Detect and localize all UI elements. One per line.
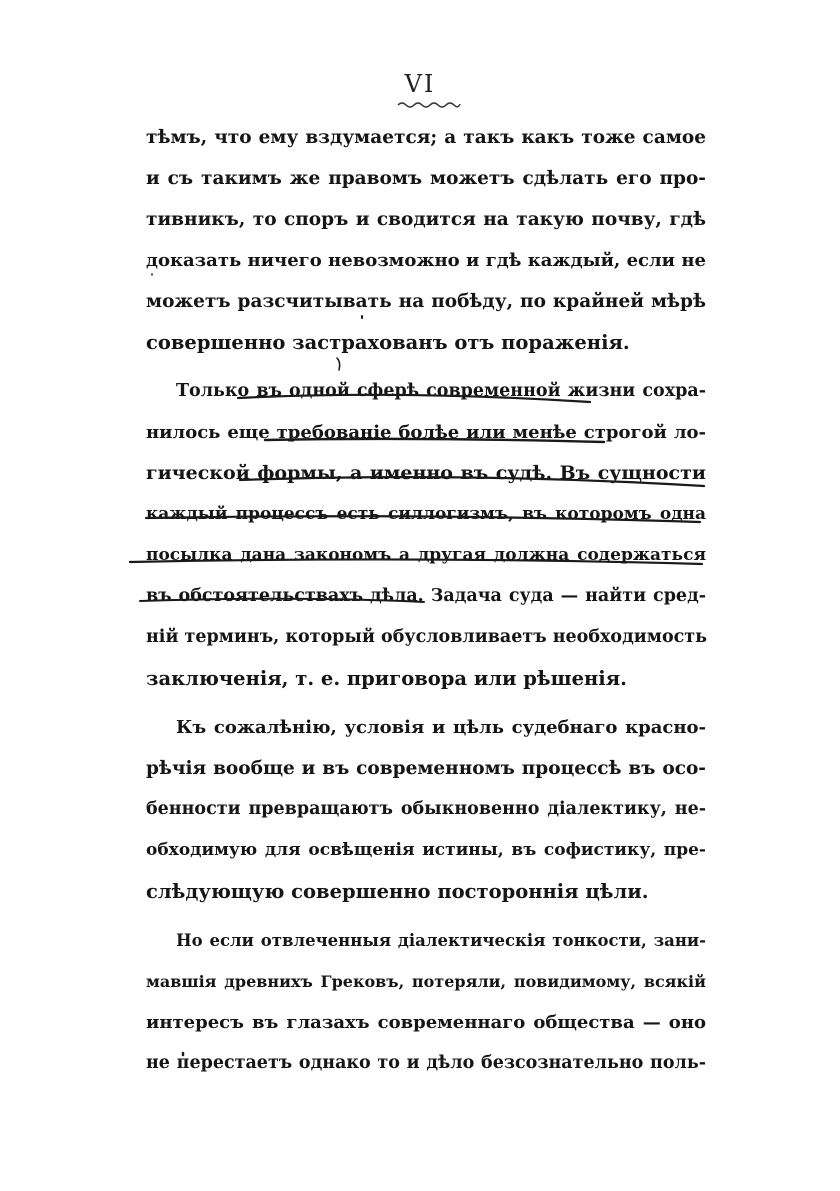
text-line: каждый процессъ есть силлогизмъ, въ которомъ одна xyxy=(146,504,706,524)
text-line: и съ такимъ же правомъ можетъ сдѣлать его про- xyxy=(146,168,706,189)
ornament-squiggle-icon xyxy=(397,100,461,108)
text-line: совершенно застрахованъ отъ пораженія. xyxy=(146,331,630,354)
page-number: VI xyxy=(404,70,436,98)
paragraph-2 xyxy=(146,371,706,699)
text-line: слѣдующую совершенно постороннія цѣли. xyxy=(146,880,649,903)
body-text xyxy=(146,117,706,1084)
text-line: Только въ одной сферѣ современной жизни сохра- xyxy=(176,381,706,401)
text-line: посылка дана закономъ а другая должна содержаться xyxy=(146,545,706,565)
text-line: Но если отвлеченныя діалектическія тонкости, зани- xyxy=(176,931,706,950)
text-line: бенности превращаютъ обыкновенно діалектику, не- xyxy=(146,799,706,819)
text-line: тивникъ, то споръ и сводится на такую почву, гдѣ xyxy=(146,209,706,230)
text-line: можетъ разсчитывать на побѣду, по крайней мѣрѣ xyxy=(146,291,706,312)
text-line: интересъ въ глазахъ современнаго общества — оно xyxy=(146,1012,706,1033)
text-line: обходимую для освѣщенія истины, въ софистику, пре- xyxy=(146,840,706,860)
text-line: ній терминъ, который обусловливаетъ необходимость xyxy=(146,627,707,647)
text-line: нилось еще требованіе болѣе или менѣе строгой ло- xyxy=(146,422,706,443)
text-line: въ обстоятельствахъ дѣла. Задача суда — найти сред- xyxy=(146,586,706,606)
paragraph-3 xyxy=(146,707,706,912)
paragraph-1 xyxy=(146,117,706,363)
text-line: мавшія древнихъ Грековъ, потеряли, повидимому, всякій xyxy=(146,972,706,991)
text-line: не перестаетъ однако то и дѣло безсознательно поль- xyxy=(146,1053,706,1073)
text-line: заключенія, т. е. приговора или рѣшенія. xyxy=(146,667,627,690)
paragraph-4 xyxy=(146,920,706,1084)
text-line: гической формы, а именно въ судѣ. Въ сущности xyxy=(146,462,706,484)
text-line: Къ сожалѣнію, условія и цѣль судебнаго красно- xyxy=(176,717,706,738)
text-line: тѣмъ, что ему вздумается; а такъ какъ тоже самое xyxy=(146,127,706,148)
text-line: доказать ничего невозможно и гдѣ каждый, если не xyxy=(146,250,706,271)
text-line: рѣчія вообще и въ современномъ процессѣ въ осо- xyxy=(146,758,706,779)
